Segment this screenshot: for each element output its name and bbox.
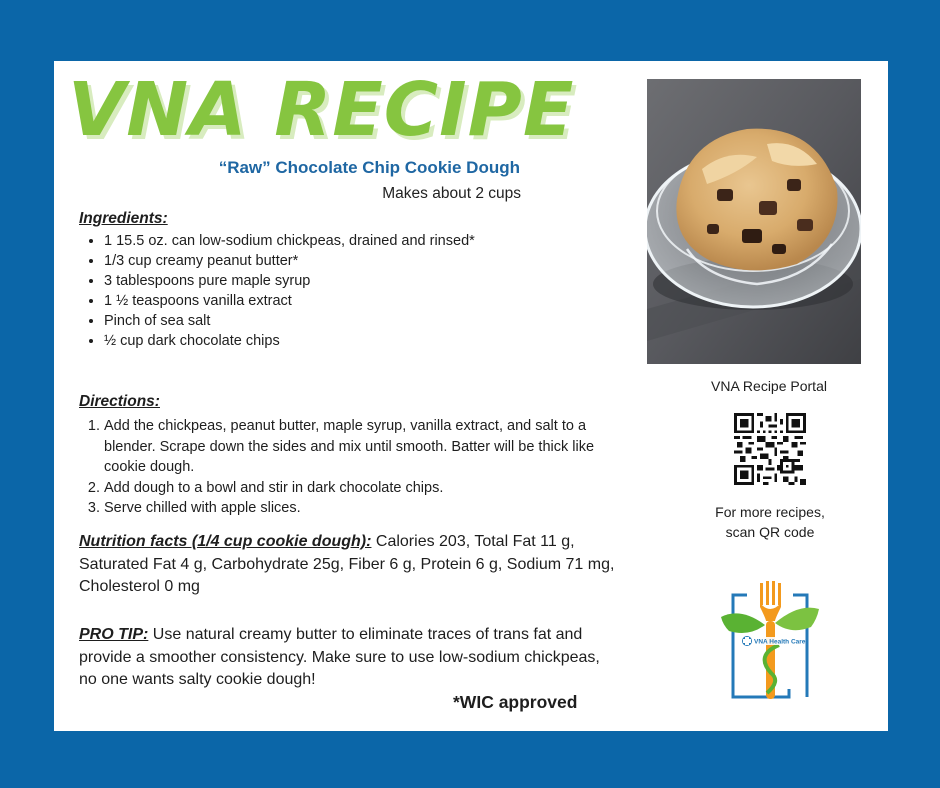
ingredients-heading: Ingredients: <box>79 210 168 227</box>
directions-heading: Directions: <box>79 393 160 410</box>
page-title: VNA RECIPE <box>68 67 575 153</box>
wic-approved-note: *WIC approved <box>453 692 578 712</box>
pro-tip-heading: PRO TIP: <box>79 626 149 643</box>
nutrition-facts <box>79 531 619 599</box>
pro-tip <box>79 624 619 692</box>
recipe-yield: Makes about 2 cups <box>382 185 521 202</box>
direction-step: 2. Add dough to a bowl and stir in dark chocolate chips. <box>104 478 624 499</box>
logo-text: VNA Health Care <box>754 638 806 646</box>
qr-code-graphic <box>734 413 806 485</box>
nutrition-text: Calories 203, Total Fat 11 g, Saturated Fat 4 g, Carbohydrate 25g, Fiber 6 g, Protein 6 g, Sodium 71 mg, Cholesterol 0 mg <box>79 533 615 595</box>
cookie-dough-bowl-photo <box>647 79 861 364</box>
list-item: • 1/3 cup creamy peanut butter* <box>104 251 504 271</box>
direction-step: 1. Add the chickpeas, peanut butter, maple syrup, vanilla extract, and salt to a blender. Scrape down the sides and mix until smooth. Batter will be thick like cookie dough. <box>104 416 624 478</box>
recipe-name: “Raw” Chocolate Chip Cookie Dough <box>218 158 520 177</box>
directions-list <box>78 416 624 519</box>
vna-logo-icon <box>719 581 821 703</box>
list-item: • 1 ½ teaspoons vanilla extract <box>104 291 504 311</box>
list-item: • Pinch of sea salt <box>104 311 504 331</box>
recipe-card <box>54 61 888 731</box>
direction-step: 3. Serve chilled with apple slices. <box>104 498 624 519</box>
scan-qr-label: For more recipes, scan QR code <box>715 504 825 540</box>
pro-tip-text: Use natural creamy butter to eliminate traces of trans fat and provide a smoother consistency. Make sure to use low-sodium chickpeas, no one wants salty cookie dough! <box>79 626 600 688</box>
portal-label: VNA Recipe Portal <box>711 378 827 394</box>
list-item: • 3 tablespoons pure maple syrup <box>104 271 504 291</box>
ingredients-list <box>78 231 504 351</box>
list-item: • 1 15.5 oz. can low-sodium chickpeas, drained and rinsed* <box>104 231 504 251</box>
photo-illustration <box>647 79 861 364</box>
qr-code-icon[interactable] <box>734 413 806 485</box>
logo-graphic <box>719 581 821 703</box>
nutrition-heading: Nutrition facts (1/4 cup cookie dough): <box>79 533 372 550</box>
list-item: • ½ cup dark chocolate chips <box>104 331 504 351</box>
